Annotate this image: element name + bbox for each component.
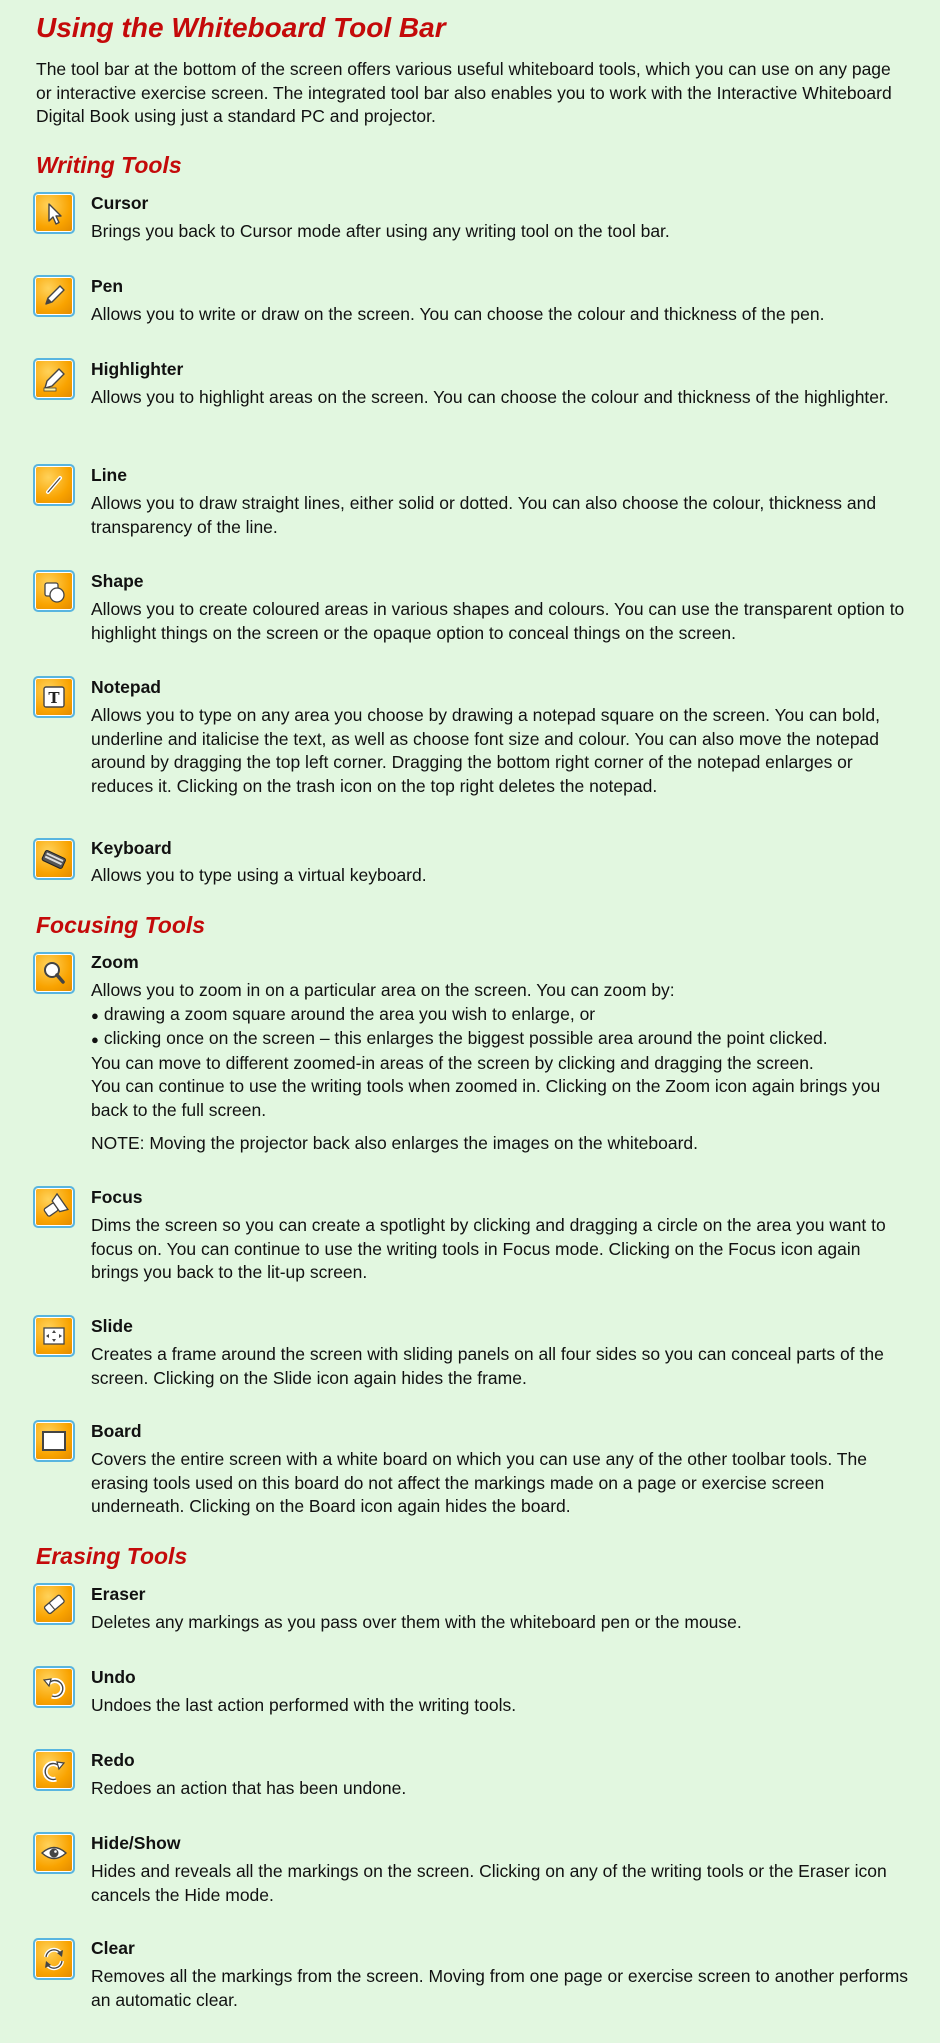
- notepad-icon: [33, 676, 75, 718]
- tool-desc-pen: Allows you to write or draw on the screen. You can choose the colour and thickness of the pen.: [91, 304, 825, 324]
- page-title: Using the Whiteboard Tool Bar: [36, 12, 446, 43]
- tool-desc-clear: Removes all the markings from the screen. Moving from one page or exercise screen to another performs an automatic clear.: [91, 1966, 909, 2010]
- tool-desc-keyboard: Allows you to type using a virtual keyboard.: [91, 865, 427, 885]
- tool-desc-board: Covers the entire screen with a white board on which you can use any of the other toolbar tools. The erasing tools used on this board do not affect the markings made on a page or exercise screen underneath. Clicking on the Board icon again hides the board.: [91, 1449, 867, 1516]
- cursor-icon: [33, 192, 75, 234]
- clear-icon: [33, 1938, 75, 1980]
- tool-name-line: Line: [91, 465, 127, 485]
- tool-desc-line: Allows you to draw straight lines, either solid or dotted. You can also choose the colour, thickness and transparency of the line.: [91, 493, 877, 537]
- zoom-desc-move: You can move to different zoomed-in areas of the screen by clicking and dragging the screen.: [91, 1052, 814, 1073]
- highlighter-icon: [33, 358, 75, 400]
- tool-desc-shape: Allows you to create coloured areas in various shapes and colours. You can use the transparent option to highlight things on the screen or the opaque option to conceal things on the screen.: [91, 599, 905, 643]
- tool-name-redo: Redo: [91, 1750, 135, 1770]
- zoom-bullet-2: ● clicking once on the screen – this enlarges the biggest possible area around the point clicked.: [91, 1027, 911, 1052]
- zoom-note: NOTE: Moving the projector back also enlarges the images on the whiteboard.: [91, 1133, 698, 1153]
- zoom-bullet-1: ● drawing a zoom square around the area you wish to enlarge, or: [91, 1003, 911, 1028]
- shape-icon: [33, 570, 75, 612]
- tool-name-pen: Pen: [91, 276, 124, 296]
- tool-desc-hideshow: Hides and reveals all the markings on the screen. Clicking on any of the writing tools or the Eraser icon cancels the Hide mode.: [91, 1861, 887, 1905]
- svg-text:T: T: [48, 689, 60, 707]
- zoom-desc-continue: You can continue to use the writing tools when zoomed in. Clicking on the Zoom icon again brings you back to the full screen.: [91, 1076, 881, 1120]
- zoom-desc-intro: Allows you to zoom in on a particular area on the screen. You can zoom by:: [91, 980, 675, 1000]
- line-icon: [33, 464, 75, 506]
- tool-desc-zoom: [91, 979, 911, 1122]
- tool-desc-slide: Creates a frame around the screen with sliding panels on all four sides so you can conceal parts of the screen. Clicking on the Slide icon again hides the frame.: [91, 1344, 884, 1388]
- focus-icon: [33, 1186, 75, 1228]
- tool-desc-redo: Redoes an action that has been undone.: [91, 1778, 407, 1798]
- section-heading-erasing: Erasing Tools: [36, 1543, 188, 1569]
- tool-name-focus: Focus: [91, 1187, 143, 1207]
- tool-desc-highlighter: Allows you to highlight areas on the screen. You can choose the colour and thickness of the highlighter.: [91, 387, 889, 407]
- board-icon: [33, 1420, 75, 1462]
- tool-desc-notepad: Allows you to type on any area you choose by drawing a notepad square on the screen. You can bold, underline and italicise the text, as well as choose font size and colour. You can also move the notepad around by dragging the top left corner. Dragging the bottom right corner of the notepad enlarges or reduces it. Clicking on the trash icon on the top right deletes the notepad.: [91, 705, 881, 796]
- tool-desc-cursor: Brings you back to Cursor mode after using any writing tool on the tool bar.: [91, 221, 670, 241]
- tool-name-cursor: Cursor: [91, 193, 149, 213]
- tool-name-zoom: Zoom: [91, 952, 139, 972]
- intro-paragraph: The tool bar at the bottom of the screen offers various useful whiteboard tools, which you can use on any page or interactive exercise screen. The integrated tool bar also enables you to work with the Interactive Whiteboard Digital Book using just a standard PC and projector.: [36, 59, 892, 126]
- tool-name-board: Board: [91, 1421, 142, 1441]
- tool-name-hideshow: Hide/Show: [91, 1833, 181, 1853]
- eraser-icon: [33, 1583, 75, 1625]
- tool-name-clear: Clear: [91, 1938, 135, 1958]
- tool-name-shape: Shape: [91, 571, 144, 591]
- section-heading-focusing: Focusing Tools: [36, 912, 206, 938]
- tool-desc-undo: Undoes the last action performed with the writing tools.: [91, 1695, 517, 1715]
- tool-name-eraser: Eraser: [91, 1584, 146, 1604]
- tool-desc-eraser: Deletes any markings as you pass over them with the whiteboard pen or the mouse.: [91, 1612, 742, 1632]
- section-heading-writing: Writing Tools: [36, 152, 182, 178]
- pen-icon: [33, 275, 75, 317]
- tool-name-notepad: Notepad: [91, 677, 161, 697]
- tool-name-keyboard: Keyboard: [91, 838, 172, 858]
- keyboard-icon: [33, 838, 75, 880]
- eye-icon: [33, 1832, 75, 1874]
- undo-icon: [33, 1666, 75, 1708]
- tool-name-undo: Undo: [91, 1667, 136, 1687]
- tool-name-highlighter: Highlighter: [91, 359, 184, 379]
- tool-name-slide: Slide: [91, 1316, 133, 1336]
- redo-icon: [33, 1749, 75, 1791]
- slide-icon: [33, 1315, 75, 1357]
- tool-desc-focus: Dims the screen so you can create a spotlight by clicking and dragging a circle on the area you want to focus on. You can continue to use the writing tools in Focus mode. Clicking on the Focus icon again brings you back to the lit-up screen.: [91, 1215, 886, 1282]
- zoom-icon: [33, 952, 75, 994]
